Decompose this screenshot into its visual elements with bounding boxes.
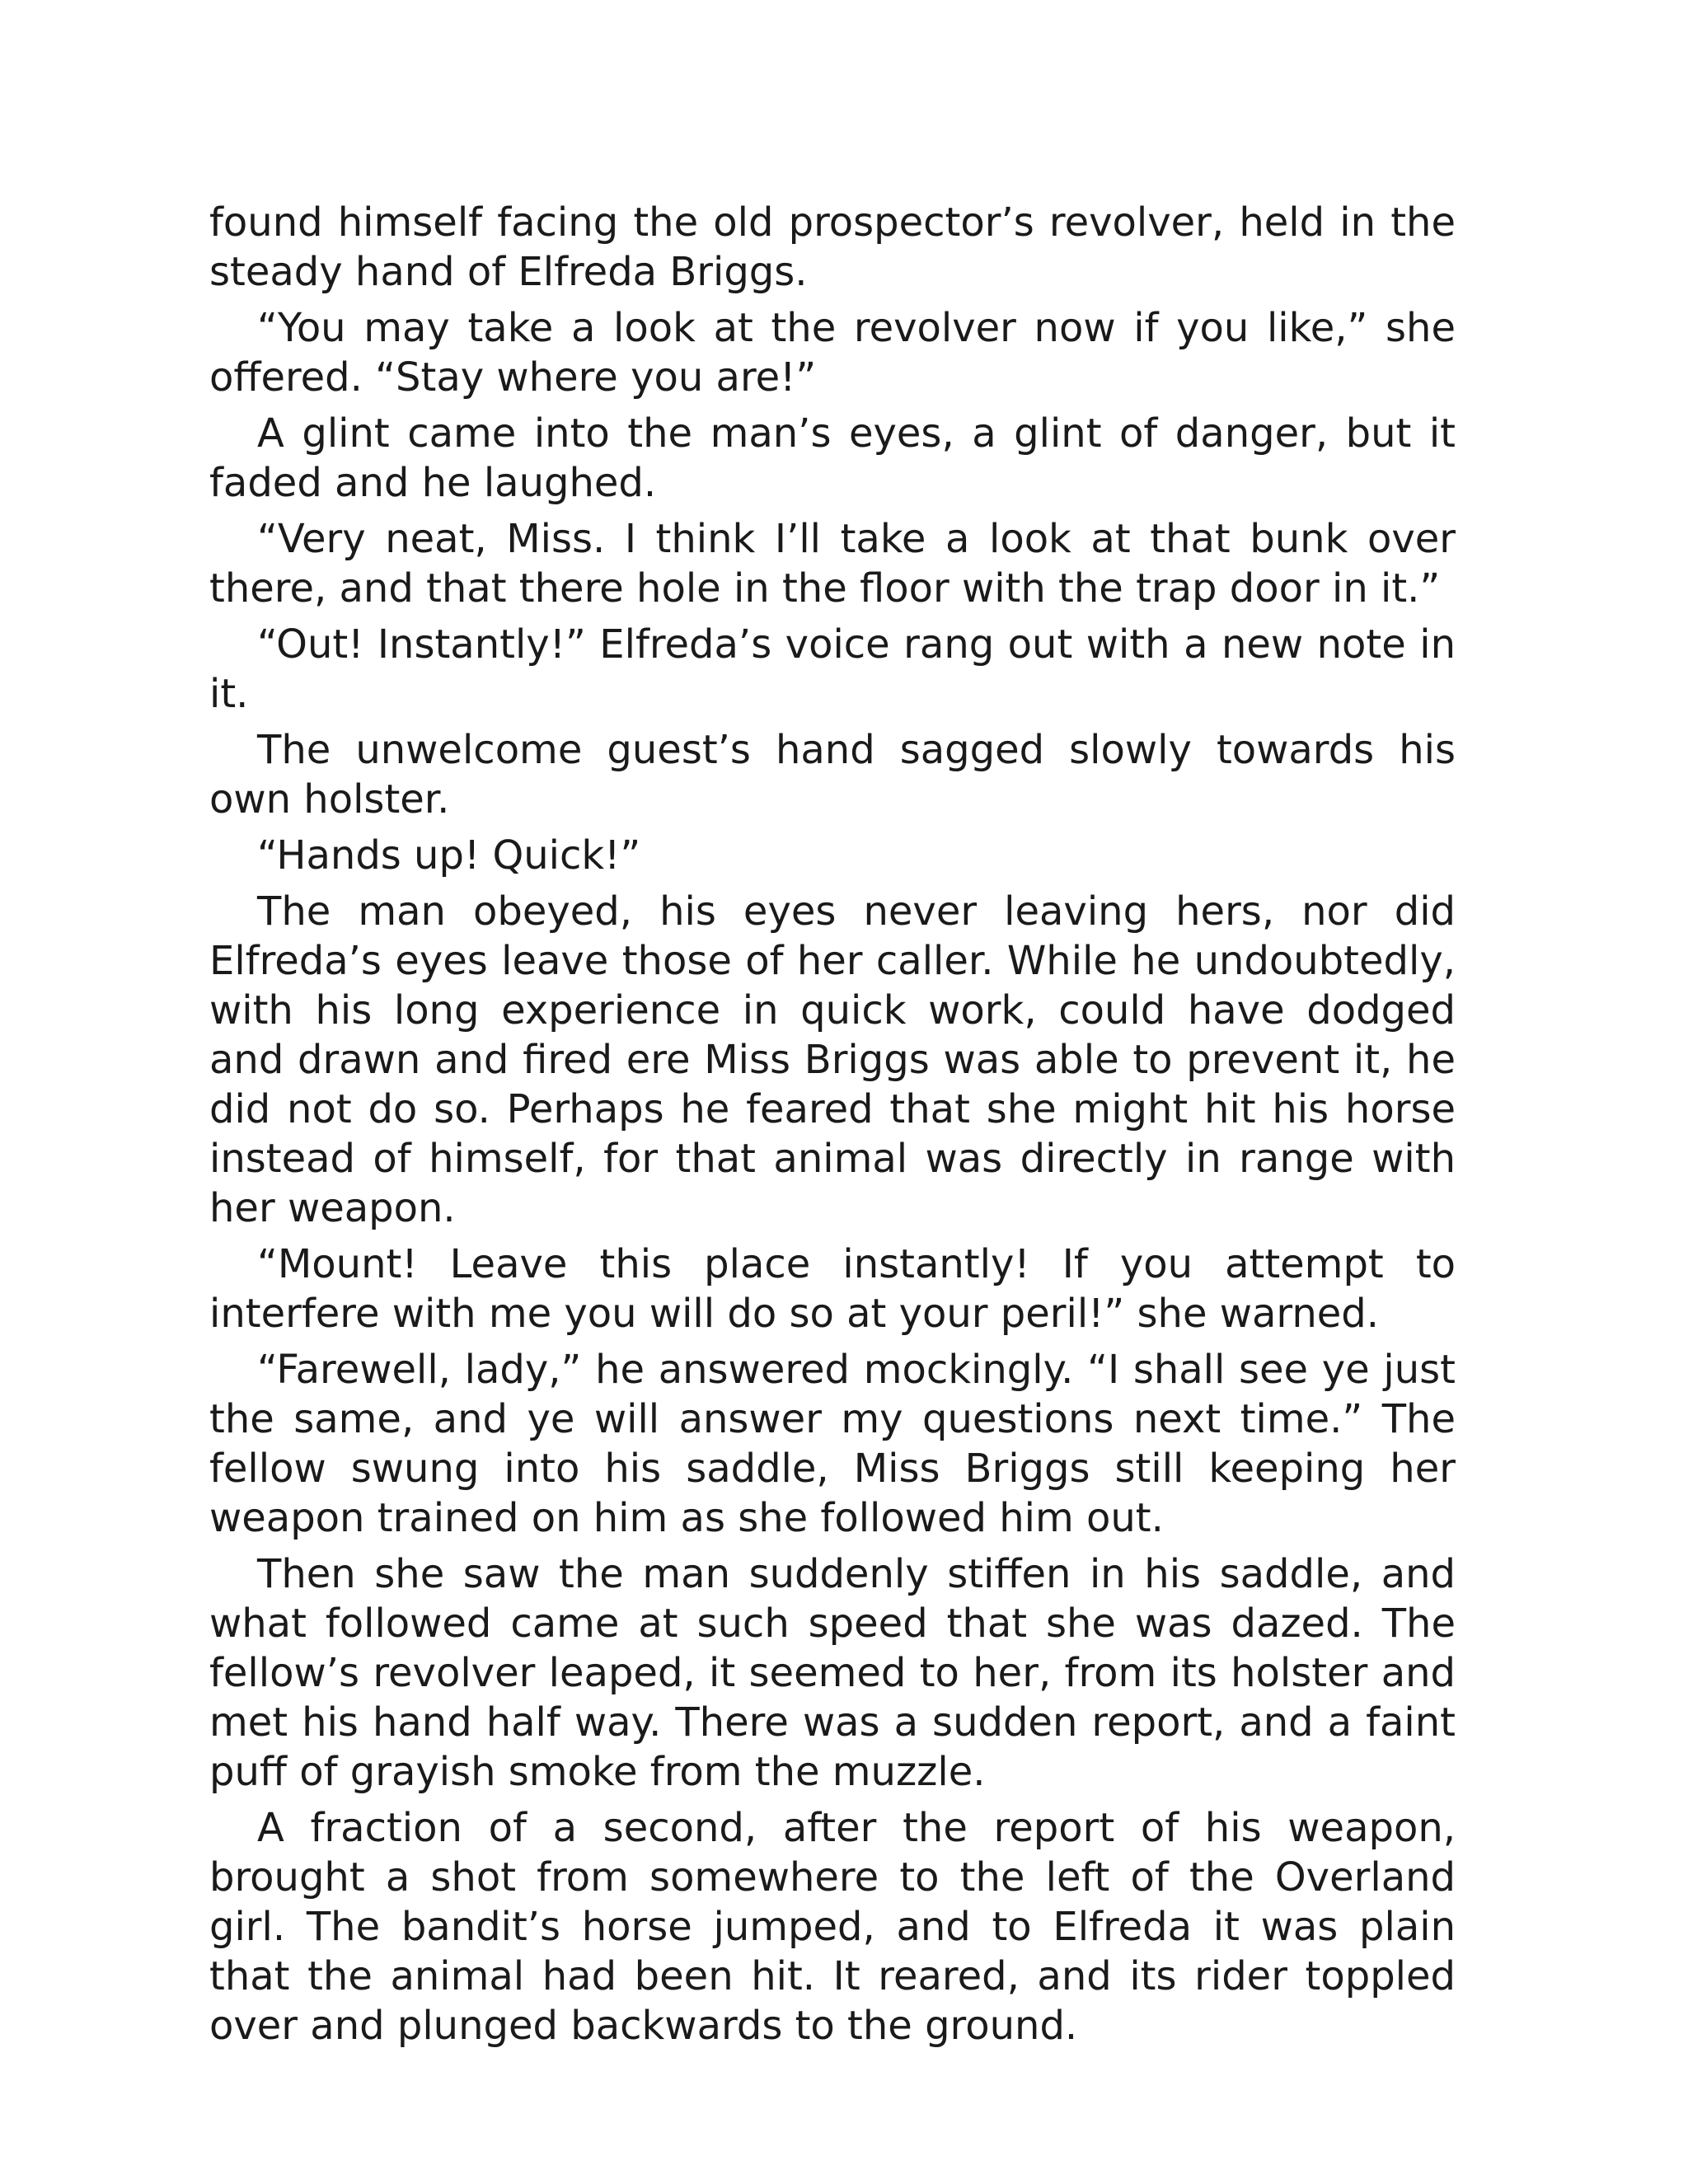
paragraph: “Out! Instantly!” Elfreda’s voice rang out with a new note in it. (209, 621, 1456, 717)
paragraph: “Farewell, lady,” he answered mockingly. “I shall see ye just the same, and ye will answer my questions next time.” The fellow swung into his saddle, Miss Briggs still keeping her weapon trained on him as she followed him out. (209, 1347, 1456, 1541)
paragraph: Then she saw the man suddenly stiffen in his saddle, and what followed came at such speed that she was dazed. The fellow’s revolver leaped, it seemed to her, from its holster and met his hand half way. There was a sudden report, and a faint puff of grayish smoke from the muzzle. (209, 1551, 1456, 1795)
paragraph: A glint came into the man’s eyes, a glint of danger, but it faded and he laughed. (209, 410, 1456, 506)
paragraph: “Hands up! Quick!” (257, 832, 641, 879)
paragraph: “Very neat, Miss. I think I’ll take a look at that bunk over there, and that there hole in the floor with the trap door in it.” (209, 516, 1456, 612)
paragraph: found himself facing the old prospector’s revolver, held in the steady hand of Elfreda Briggs. (209, 199, 1456, 295)
paragraph: “Mount! Leave this place instantly! If you attempt to interfere with me you will do so at your peril!” she warned. (209, 1241, 1456, 1337)
paragraph: The man obeyed, his eyes never leaving hers, nor did Elfreda’s eyes leave those of her caller. While he undoubtedly, with his long experience in quick work, could have dodged and drawn and fired ere Miss Briggs was able to prevent it, he did not do so. Perhaps he feared that she might hit his horse instead of himself, for that animal was directly in range with her weapon. (209, 888, 1456, 1231)
paragraph: “You may take a look at the revolver now if you like,” she offered. “Stay where you are!” (209, 305, 1456, 401)
page-text (209, 198, 1456, 2057)
paragraph: The unwelcome guest’s hand sagged slowly towards his own holster. (209, 727, 1456, 823)
paragraph: A fraction of a second, after the report of his weapon, brought a shot from somewhere to the left of the Overland girl. The bandit’s horse jumped, and to Elfreda it was plain that the animal had been hit. It reared, and its rider toppled over and plunged backwards to the ground. (209, 1805, 1456, 2049)
